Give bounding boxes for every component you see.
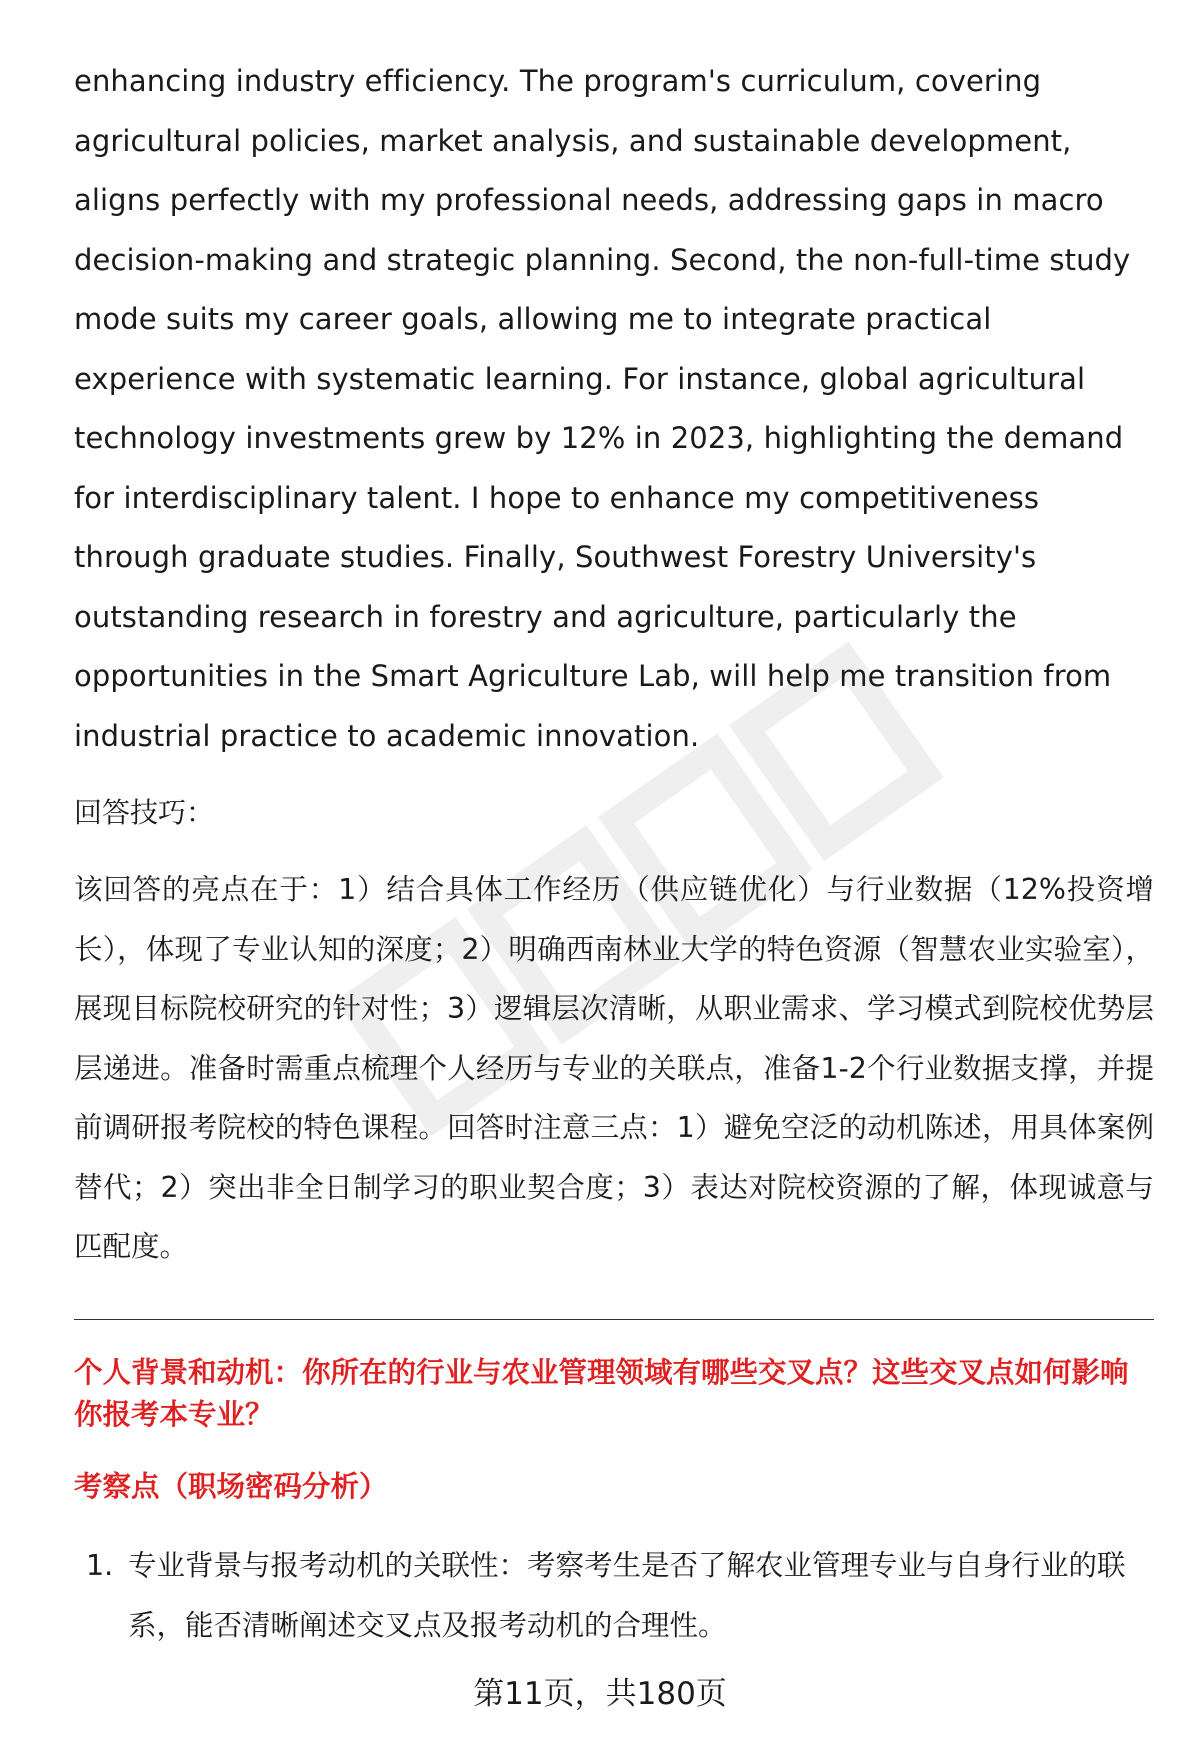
section-title: 考察点（职场密码分析）: [74, 1470, 388, 1503]
answer-paragraph: enhancing industry efficiency. The program's curriculum, covering agricultural policies, market analysis, and sustainable development, aligns perfectly with my professional needs, addressing gaps in macro decision-making and strategic planning. Second, the non-full-time study mode suits my career goals, allowing me to integrate practical experience with systematic learning. For instance, global agricultural technology investments grew by 12% in 2023, highlighting the demand for interdisciplinary talent. I hope to enhance my competitiveness through graduate studies. Finally, Southwest Forestry University's outstanding research in forestry and agriculture, particularly the opportunities in the Smart Agriculture Lab, will help me transition from industrial practice to academic innovation.: [74, 64, 1131, 753]
list-item: [74, 1536, 1154, 1655]
tips-label: 回答技巧：: [74, 796, 215, 829]
list-item-text: 专业背景与报考动机的关联性：考察考生是否了解农业管理专业与自身行业的联系，能否清晰阐述交叉点及报考动机的合理性。: [128, 1549, 1126, 1642]
list-item-number: 1.: [86, 1549, 114, 1582]
tips-body: 该回答的亮点在于：1）结合具体工作经历（供应链优化）与行业数据（12%投资增长），体现了专业认知的深度；2）明确西南林业大学的特色资源（智慧农业实验室），展现目标院校研究的针对性；3）逻辑层次清晰，从职业需求、学习模式到院校优势层层递进。准备时需重点梳理个人经历与专业的关联点，准备1-2个行业数据支撑，并提前调研报考院校的特色课程。回答时注意三点：1）避免空泛的动机陈述，用具体案例替代；2）突出非全日制学习的职业契合度；3）表达对院校资源的了解，体现诚意与匹配度。: [74, 873, 1154, 1263]
section-divider: [74, 1319, 1154, 1320]
assessment-points-list: [74, 1536, 1154, 1655]
question-heading: 个人背景和动机：你所在的行业与农业管理领域有哪些交叉点？这些交叉点如何影响你报考本专业？: [74, 1356, 1129, 1431]
page-number-footer: 第11页，共180页: [473, 1676, 727, 1712]
